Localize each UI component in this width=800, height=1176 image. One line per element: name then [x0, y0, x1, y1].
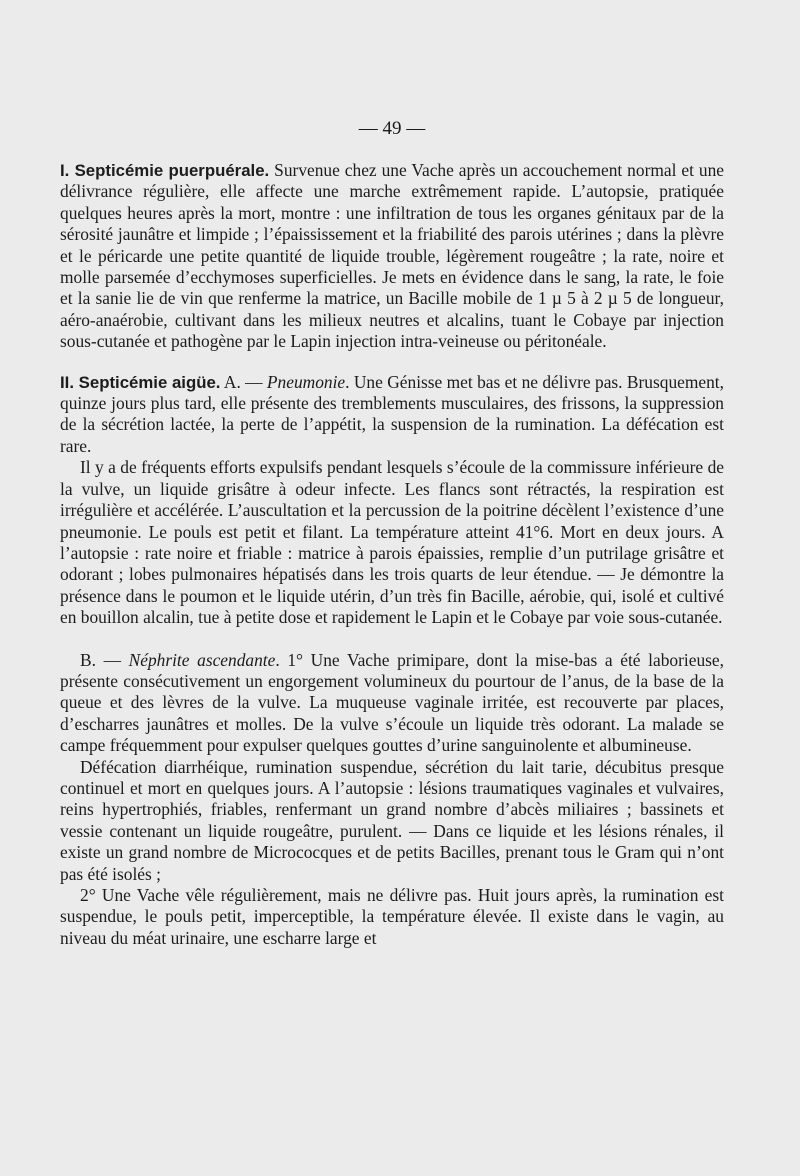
paragraph-text: . Une Génisse met bas et ne délivre pas. Brusquement, quinze jours plus tard, elle présente des tremblements musculaires, des frissons, la suppression de la sécrétion lactée, la perte de l’appétit, la suspension de la rumination. La défécation est rare. [60, 371, 724, 456]
paragraph-second-case: 2° Une Vache vêle régulièrement, mais ne délivre pas. Huit jours après, la rumination est suspendue, le pouls petit, imperceptible, la température élevée. Il existe dans le vagin, au niveau du méat urinaire, une escharre large et [60, 885, 724, 948]
subsection-prefix: B. — [80, 649, 129, 670]
subsection-prefix: A. — [220, 371, 267, 392]
paragraph-text: Survenue chez une Vache après un accouchement normal et une délivrance régulière, elle affecte une marche extrêmement rapide. L’autopsie, pratiquée quelques heures après la mort, montre : une infiltration de tous les organes génitaux par de la sérosité jaunâtre et limpide ; l’épaississement et la friabilité des parois utérines ; dans la plèvre et le péricarde une petite quantité de liquide trouble, légèrement rougeâtre ; la rate, noire et molle parsemée d’ecchymoses superficielles. Je mets en évidence dans le sang, la rate, le foie et la sanie lie de vin que renferme la matrice, un Bacille mobile de 1 µ 5 à 2 µ 5 de longueur, aéro-anaérobie, cultivant dans les milieux neutres et alcalins, tuant le Cobaye par injection sous-cutanée et pathogène par le Lapin injection intra-veineuse ou péritonéale. [60, 160, 724, 352]
page-number: — 49 — [358, 118, 426, 139]
paragraph-septicemie-aigue [60, 372, 724, 458]
paragraph-text: . 1° Une Vache primipare, dont la mise-bas a été laborieuse, présente consécutivement un engorgement volumineux du pourtour de l’anus, de la base de la queue et des lèvres de la vulve. La muqueuse vaginale irritée, est recouverte par places, d’escharres jaunâtres et molles. De la vulve s’écoule un liquide très odorant. La malade se campe fréquemment pour expulser quelques gouttes d’urine sanguinolente et albumineuse. [60, 649, 724, 756]
section-heading: II. Septicémie aigüe. [60, 372, 221, 392]
section-heading: I. Septicémie puerpuérale. [60, 161, 270, 180]
subsection-title: Néphrite ascendante [128, 649, 276, 670]
subsection-title: Pneumonie [266, 371, 346, 392]
paragraph-nephrite-ascendante [60, 650, 724, 757]
paragraph-nephrite-details: Défécation diarrhéique, rumination suspendue, sécrétion du lait tarie, décubitus presque continuel et mort en quelques jours. A l’autopsie : lésions traumatiques vaginales et vulvaires, reins hypertrophiés, friables, renfermant un grand nombre d’abcès miliaires ; bassinets et vessie contenant un liquide rougeâtre, purulent. — Dans ce liquide et les lésions rénales, il existe un grand nombre de Micrococques et de petits Bacilles, prenant tous le Gram qui n’ont pas été isolés ; [60, 756, 724, 884]
paragraph-septicemie-puerperale [60, 160, 724, 353]
paragraph-pneumonie-details: Il y a de fréquents efforts expulsifs pendant lesquels s’écoule de la commissure inférieure de la vulve, un liquide grisâtre à odeur infecte. Les flancs sont rétractés, la respiration est irrégulière et accélérée. L’auscultation et la percussion de la poitrine décèlent l’existence d’une pneumonie. Le pouls est petit et filant. La température atteint 41°6. Mort en deux jours. A l’autopsie : rate noire et friable : matrice à parois épaissies, remplie d’un putrilage grisâtre et odorant ; lobes pulmonaires hépatisés dans les trois quarts de leur étendue. — Je démontre la présence dans le poumon et le liquide utérin, d’un très fin Bacille, aérobie, qui, isolé et cultivé en bouillon alcalin, tue à petite dose et rapidement le Lapin et le Cobaye par voie sous-cutanée. [60, 457, 724, 628]
